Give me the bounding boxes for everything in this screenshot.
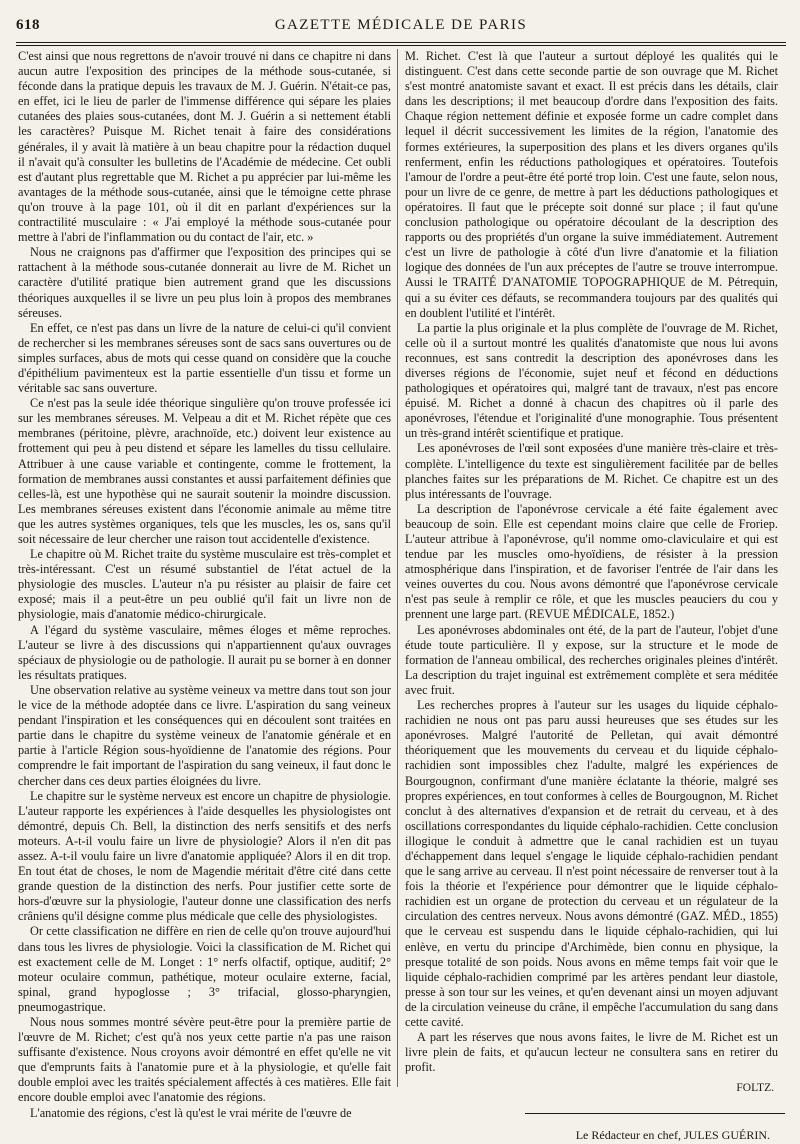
paragraph: Les aponévroses de l'œil sont exposées d'une manière très-claire et très-complète. L'intelligence du texte est singulièrement facilitée par de belles planches faites sur les préparations de M. Richet. Ce chapitre est un des plus intéressants de l'ouvrage. [405, 441, 778, 501]
page-header [16, 17, 786, 39]
header-rule [16, 42, 786, 46]
page-number: 618 [16, 17, 40, 33]
paragraph: La partie la plus originale et la plus complète de l'ouvrage de M. Richet, celle où il a surtout montré les qualités d'anatomiste que nous lui avons reconnues, est sans contredit la description des aponévroses dans les diverses régions de l'économie, sujet neuf et fécond en déductions pathologiques et opératoires qui, malgré tant de travaux, n'est pas encore épuisé. M. Richet a donné à chacun des chapitres où il parle des aponévroses, l'étendue et l'originalité d'une monographie. Tous présentent un très-grand intérêt scientifique et pratique. [405, 320, 778, 441]
left-column [18, 49, 391, 1121]
signature-rule [525, 1113, 785, 1114]
paragraph: Or cette classification ne diffère en rien de celle qu'on trouve aujourd'hui dans tous les livres de physiologie. Voici la classification de M. Richet qui est exactement celle de M. Longet : 1° nerfs olfactif, optique, auditif; 2° moteur oculaire commun, pathétique, moteur oculaire externe, facial, spinal, grand hypoglosse ; 3° trifacial, glosso-pharyngien, pneumogastrique. [18, 924, 391, 1014]
paragraph: Les recherches propres à l'auteur sur les usages du liquide céphalo-rachidien ne nous ont pas paru aussi heureuses que ses études sur les aponévroses. Malgré l'autorité de Pelletan, qui avait démontré théoriquement que les mouvements du cerveau et du liquide céphalo-rachidien sont impossibles chez l'adulte, malgré les expériences de Bourgougnon, confirmant d'une manière éclatante la théorie, malgré ses propres expériences, en tout conformes à celles de Bourgougnon, M. Richet conclut à des alternatives d'expansion et de retrait du cerveau, et à des oscillations correspondantes du liquide céphalo-rachidien. Cette conclusion illogique le conduit à admettre que le canal rachidien est un tuyau d'échappement dans lequel s'engage le liquide céphalo-rachidien pendant que le sang arrive au cerveau. Il n'est point nécessaire de renverser tout à la fois la théorie et l'expérience pour démontrer que le liquide céphalo-rachidien est un organe de protection du cerveau et un régulateur de la circulation des centres nerveux. Nous avons démontré (GAZ. MÉD., 1855) que le cerveau est suspendu dans le liquide céphalo-rachidien, qui lui enlève, en vertu du principe d'Archimède, bien connu en physique, la presque totalité de son poids. Nous avons en même temps fait voir que le liquide céphalo-rachidien comprimé par les artères pendant leur diastole, presse à son tour sur les veines, et qu'en devenant ainsi un moyen adjuvant de la circulation veineuse du crâne, il empêche l'accumulation du sang dans cette cavité. [405, 698, 779, 1029]
paragraph: Nous ne craignons pas d'affirmer que l'exposition des principes qui se rattachent à la méthode sous-cutanée donnerait au livre de M. Richet un caractère d'utilité pratique bien autrement grand que les discussions théoriques auxquelles il se livre un peu plus loin à propos des membranes séreuses. [18, 245, 391, 320]
author-signature: FOLTZ. [736, 1082, 774, 1095]
paragraph: Le chapitre sur le système nerveux est encore un chapitre de physiologie. L'auteur rapporte les expériences à l'aide desquelles les physiologistes ont démontré, depuis Ch. Bell, la distinction des nerfs sensitifs et des nerfs moteurs. A-t-il voulu faire un livre de physiologie? Alors il n'en dit pas assez. A-t-il voulu faire un livre d'anatomie appliquée? Alors il en dit trop. En tout état de choses, le nom de Magendie méritait d'être cité dans cette grande question de la distinction des nerfs. Pour justifier cette sorte de hors-d'œuvre sur la physiologie, l'auteur donne une classification des nerfs crâniens qu'il désigne comme plus médicale que celle des physiologistes. [18, 788, 391, 924]
right-column [405, 49, 778, 1144]
journal-title: GAZETTE MÉDICALE DE PARIS [274, 17, 528, 33]
paragraph: A l'égard du système vasculaire, mêmes éloges et même reproches. L'auteur se livre à des discussions qui n'appartiennent qu'aux ouvrages spéciaux de physiologie ou de pathologie. Il aurait pu se borner à en donner les résultats pratiques. [18, 622, 391, 682]
editor-line: Le Rédacteur en chef, JULES GUÉRIN. [575, 1128, 770, 1143]
paragraph: La description de l'aponévrose cervicale a été faite également avec beaucoup de soin. Elle est cependant moins claire que celle de Froriep. L'auteur attribue à l'aponévrose, qu'il nomme omo-claviculaire et qui est tendue par les muscles omo-hyoïdiens, de résister à la pression atmosphérique dans l'inspiration, et de favoriser l'entrée de l'air dans les veines ouvertes du cou. Nous avons démontré que l'aponévrose cervicale n'est pas seule à remplir ce rôle, et que les muscles peauciers du cou y prennent une large part. (REVUE MÉDICALE, 1852.) [405, 501, 778, 622]
paragraph: L'anatomie des régions, c'est là qu'est le vrai mérite de l'œuvre de [30, 1105, 352, 1120]
paragraph: M. Richet. C'est là que l'auteur a surtout déployé les qualités qui le distinguent. C'est dans cette seconde partie de son ouvrage que M. Richet s'est montré anatomiste savant et exact. Il est précis dans les détails, clair dans les descriptions; il met beaucoup d'ordre dans l'exposition des faits. Chaque région nettement définie et exposée forme un cadre complet dans lequel il décrit successivement les limites de la région, l'anatomie des formes extérieures, la superposition des plans et les divers organes qu'ils renferment, enfin les réductions pathologiques et opératoires. Toutefois l'amour de l'ordre a peut-être été porté trop loin. C'est une faute, selon nous, pour un livre de ce genre, de mettre à part les déductions pathologiques et opératoires. Il faut que le précepte soit donné sur place ; il faut qu'une conclusion pathologique ou opératoire découlant de la description des rapports ou des propriétés d'un organe la suive immédiatement. Autrement c'est un livre de pathologie à côté d'un livre d'anatomie et la filiation logique des données de l'un aux préceptes de l'autre se trouve interrompue. Aussi le TRAITÉ D'ANATOMIE TOPOGRAPHIQUE de M. Pétrequin, qui a su éviter ces défauts, se recommandera toujours par des qualités qui en doublent l'utilité et l'intérêt. [405, 49, 778, 320]
paragraph: Les aponévroses abdominales ont été, de la part de l'auteur, l'objet d'une étude toute particulière. Il y expose, sur la structure et le mode de formation de l'anneau ombilical, des recherches originales pleines d'intérêt. La description du trajet inguinal est extrêmement complète et sera méditée avec fruit. [405, 622, 778, 697]
paragraph: Ce n'est pas la seule idée théorique singulière qu'on trouve professée ici sur les membranes séreuses. M. Velpeau a dit et M. Richet répète que ces membranes (péritoine, plèvre, arachnoïde, etc.) doivent leur existence au frottement qui peu à peu distend et sépare les lamelles du tissu cellulaire. Attribuer à une cause variable et contingente, comme le frottement, la formation de membranes aussi constantes et aussi parfaitement définies que celles-là, est une hypothèse qui ne saurait soutenir la moindre discussion. Les membranes séreuses existent dans l'économie animale au même titre que les autres systèmes organiques, tels que les muscles, les os, sans qu'il soit nécessaire de leur chercher une raison tout accidentelle d'existence. [18, 396, 391, 546]
paragraph: C'est ainsi que nous regrettons de n'avoir trouvé ni dans ce chapitre ni dans aucun autre l'exposition des principes de la méthode sous-cutanée, si féconde dans la pratique depuis les travaux de M. J. Guérin. N'était-ce pas, en effet, ici le lieu de parler de l'immense différence qui sépare les plaies cutanées des plaies sous-cutanées, dont M. J. Guérin a si nettement établi les caractères? Puisque M. Richet tenait à faire des considérations générales, il y avait là matière à un beau chapitre pour la rédaction duquel il n'avait qu'à consulter les bulletins de l'Académie de médecine. Cet oubli est d'autant plus regrettable que M. Richet a pu apprécier par lui-même les avantages de la méthode sous-cutanée, ainsi que le témoigne cette phrase qu'on trouve à la page 101, où il dit en parlant d'expériences sur la contractilité musculaire : « J'ai employé la méthode sous-cutanée pour mettre à l'abri de l'inflammation ou du contact de l'air, etc. » [18, 49, 391, 245]
paragraph: En effet, ce n'est pas dans un livre de la nature de celui-ci qu'il convient de rechercher si les membranes séreuses sont de sacs sans ouvertures ou de simples surfaces, abus de mots qui cesse quand on considère que la couche d'épithélium pavimenteux est la partie essentielle d'un tissu et forme un véritable sac sans ouverture. [18, 320, 391, 396]
paragraph: Le chapitre où M. Richet traite du système musculaire est très-complet et très-intéressant. C'est un résumé substantiel de l'état actuel de la physiologie des muscles. L'auteur n'a pu résister au plaisir de faire cet exposé; mais il a peut-être un peu oublié qu'il fait un livre non de physiologie, mais d'anatomie médico-chirurgicale. [18, 547, 391, 622]
paragraph: Une observation relative au système veineux va mettre dans tout son jour le vice de la méthode adoptée dans ce livre. L'aspiration du sang veineux pendant l'inspiration et les conséquences qui en découlent sont traitées en partie dans le chapitre du système veineux de l'anatomie générale et en partie à l'article Région sous-hyoïdienne de l'anatomie des régions. Pour comprendre le fait important de l'aspiration du sang veineux, il faut donc le chercher dans ces deux parties éloignées du livre. [18, 682, 391, 788]
paragraph: A part les réserves que nous avons faites, le livre de M. Richet est un livre plein de faits, et qu'aucun lecteur ne consultera sans en retirer du profit. [405, 1030, 778, 1075]
column-divider [397, 49, 398, 1087]
paragraph: Nous nous sommes montré sévère peut-être pour la première partie de l'œuvre de M. Richet; c'est qu'à nos yeux cette partie n'a pas une raison suffisante d'existence. Nous croyons avoir démontré en effet qu'elle ne vit que d'emprunts faits à l'anatomie pure et à la physiologie, et qu'elle fait double emploi avec les traités spécialement affectés à ces matières. Elle fait encore double emploi avec l'anatomie des régions. [18, 1015, 391, 1105]
